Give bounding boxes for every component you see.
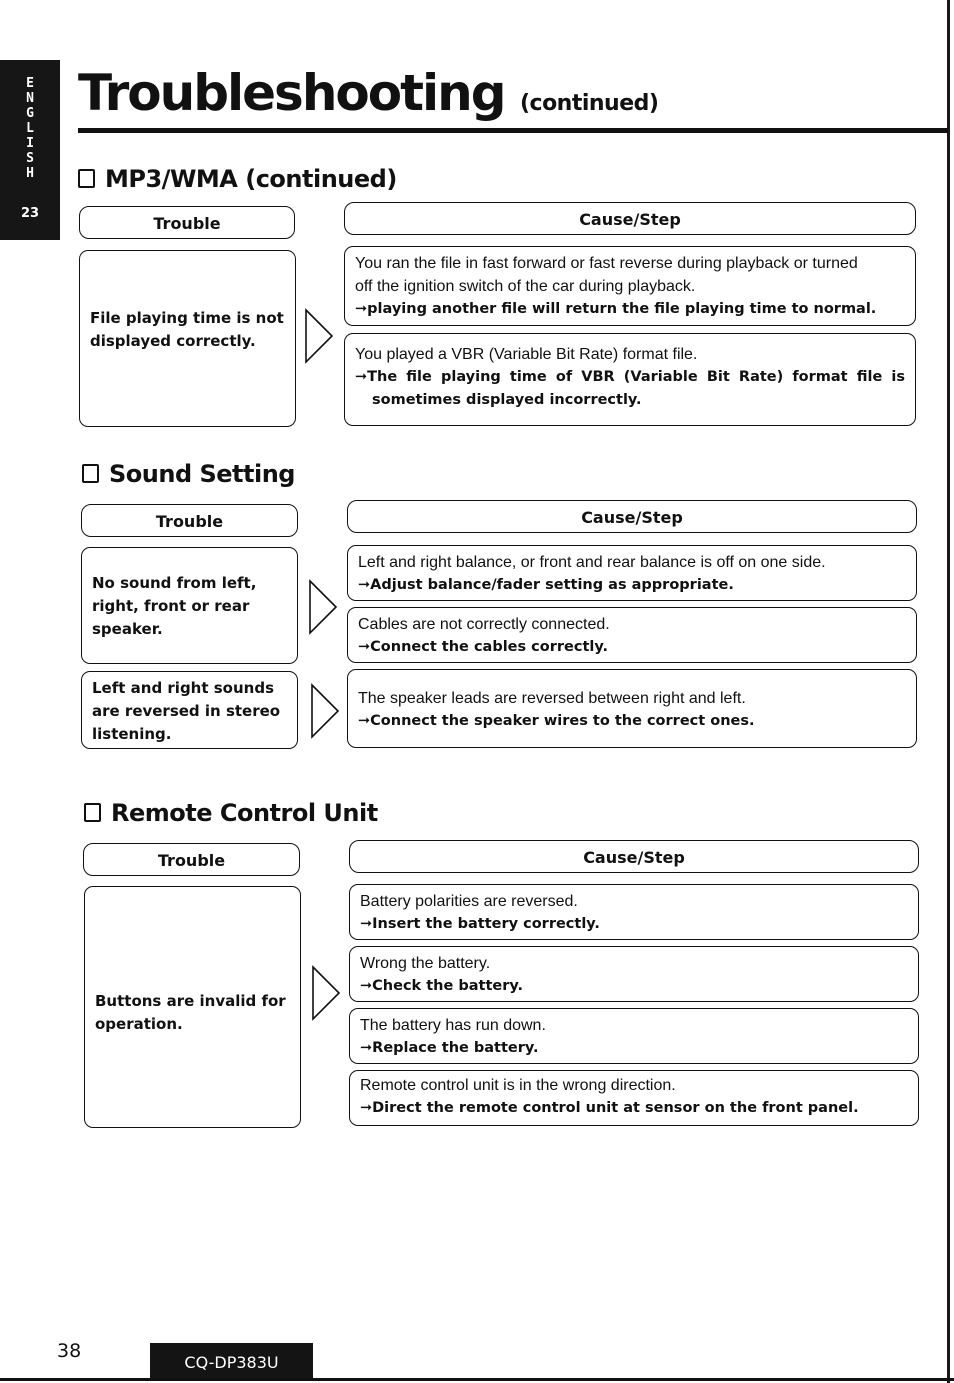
language-label: E N G L I S H: [26, 76, 34, 181]
section-heading-remote-control: Remote Control Unit: [84, 799, 378, 827]
cause-box: You ran the file in fast forward or fast reverse during playback or turned off the ignition switch of the car during playback. ➞playing another file will return the file playing time to normal.: [344, 246, 916, 326]
triangle-arrow-icon: [304, 308, 334, 364]
trouble-text: Buttons are invalid for operation.: [95, 992, 286, 1033]
checkbox-square-icon: [82, 464, 99, 483]
section-heading-mp3-wma: MP3/WMA (continued): [78, 165, 397, 193]
step-text: ➞Connect the cables correctly.: [358, 639, 609, 655]
page-title-sub: (continued): [519, 91, 659, 116]
page-edge-border: [947, 0, 950, 1383]
cause-column-header: Cause/Step: [347, 500, 917, 533]
triangle-arrow-icon: [311, 965, 341, 1021]
page-number: 38: [57, 1340, 82, 1362]
section-page-number: 23: [20, 206, 40, 221]
triangle-arrow-icon: [310, 683, 340, 739]
cause-box: Wrong the battery. ➞Check the battery.: [349, 946, 919, 1002]
trouble-box: [84, 886, 301, 1128]
model-badge: CQ-DP383U: [150, 1343, 313, 1379]
triangle-arrow-icon: [308, 579, 338, 635]
page-title: [78, 60, 658, 137]
cause-box: Battery polarities are reversed. ➞Insert the battery correctly.: [349, 884, 919, 940]
step-text: sometimes displayed incorrectly.: [372, 392, 642, 408]
step-text: ➞playing another file will return the file playing time to normal.: [355, 301, 877, 317]
cause-box: Remote control unit is in the wrong direction. ➞Direct the remote control unit at sensor on the front panel.: [349, 1070, 919, 1126]
footer-rule: [0, 1378, 954, 1381]
step-text: ➞Connect the speaker wires to the correct ones.: [358, 713, 755, 729]
step-text: ➞The file playing time of VBR (Variable Bit Rate) format file is: [355, 369, 905, 385]
checkbox-square-icon: [84, 803, 101, 822]
page-title-main: Troubleshooting: [78, 64, 505, 122]
step-text: ➞Direct the remote control unit at sensor on the front panel.: [360, 1100, 859, 1116]
cause-box: You played a VBR (Variable Bit Rate) format file. ➞The file playing time of VBR (Variable Bit Rate) format file is sometimes displayed incorrectly.: [344, 333, 916, 426]
step-text: ➞Replace the battery.: [360, 1040, 539, 1056]
step-text: ➞Adjust balance/fader setting as appropriate.: [358, 577, 734, 593]
trouble-column-header: Trouble: [79, 206, 295, 239]
trouble-box: [81, 547, 298, 664]
step-text: ➞Check the battery.: [360, 978, 524, 994]
trouble-box: [81, 671, 298, 749]
section-heading-sound-setting: Sound Setting: [82, 460, 295, 488]
cause-box: The battery has run down. ➞Replace the battery.: [349, 1008, 919, 1064]
cause-box: The speaker leads are reversed between right and left. ➞Connect the speaker wires to the correct ones.: [347, 669, 917, 748]
trouble-text: Left and right sounds are reversed in stereo listening.: [92, 679, 281, 743]
trouble-text: File playing time is not displayed correctly.: [90, 309, 284, 350]
language-side-tab: [0, 60, 60, 240]
trouble-column-header: Trouble: [83, 843, 300, 876]
trouble-column-header: Trouble: [81, 504, 298, 537]
cause-column-header: Cause/Step: [344, 202, 916, 235]
step-text: ➞Insert the battery correctly.: [360, 916, 600, 932]
trouble-text: No sound from left, right, front or rear speaker.: [92, 574, 257, 638]
cause-box: Cables are not correctly connected. ➞Connect the cables correctly.: [347, 607, 917, 663]
title-rule: [78, 128, 948, 133]
checkbox-square-icon: [78, 169, 95, 188]
trouble-box: [79, 250, 296, 427]
cause-column-header: Cause/Step: [349, 840, 919, 873]
cause-box: Left and right balance, or front and rear balance is off on one side. ➞Adjust balance/fader setting as appropriate.: [347, 545, 917, 601]
